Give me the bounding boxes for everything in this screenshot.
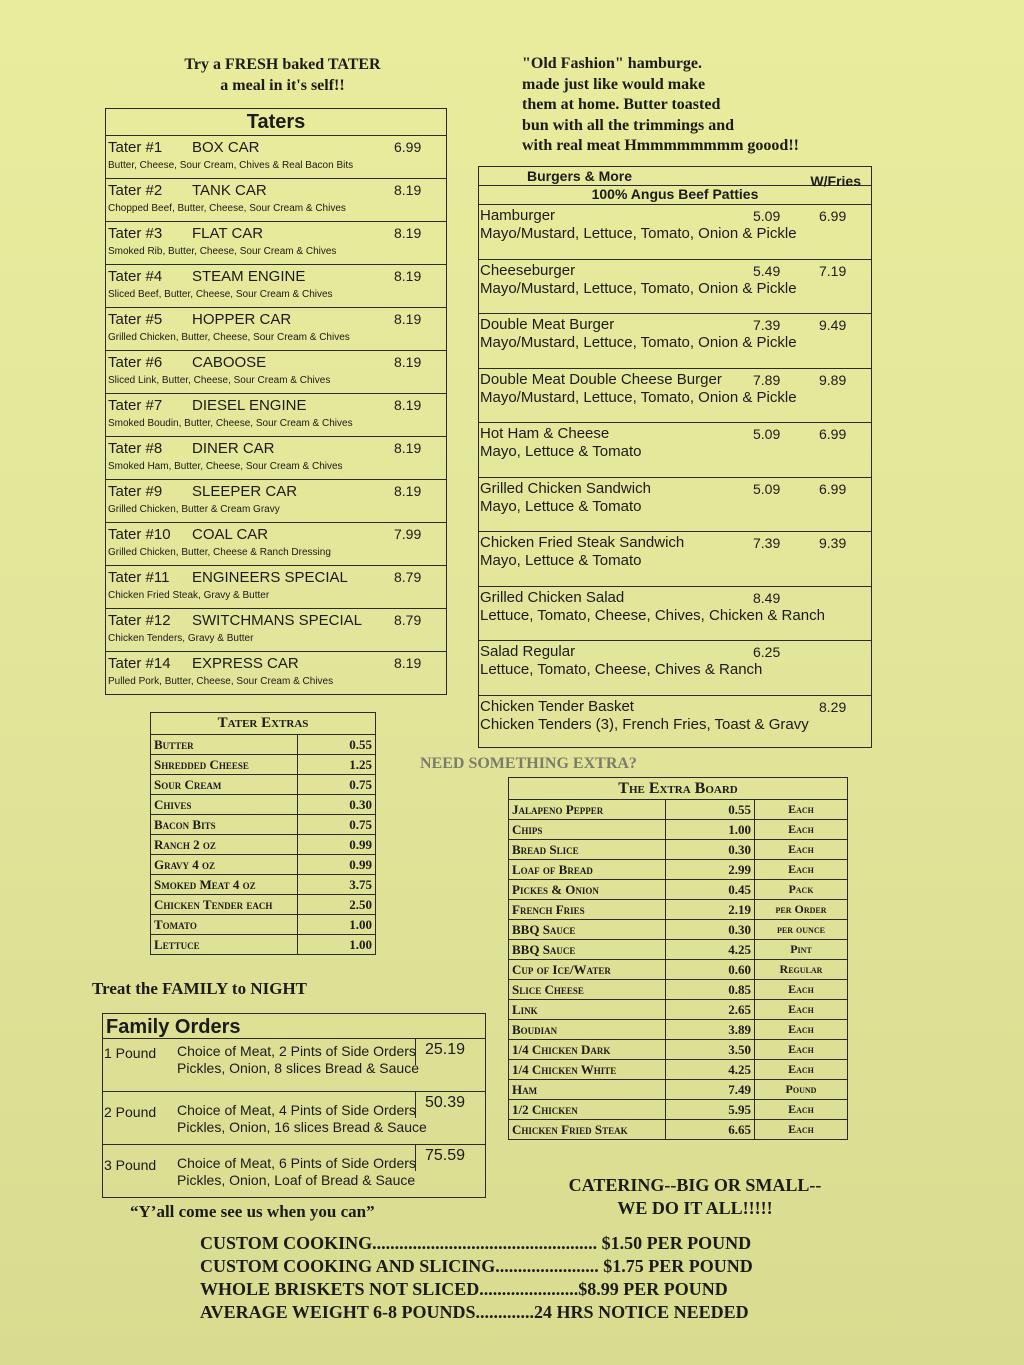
extra-board-name: BBQ Sauce (509, 940, 666, 960)
extra-board-row (509, 960, 847, 980)
extra-board-unit: Each (755, 1120, 848, 1140)
extra-board-unit: Each (755, 980, 848, 1000)
burger-fries-price: 9.89 (819, 371, 847, 388)
tater-extras (150, 712, 376, 955)
tater-item (106, 609, 446, 652)
family-order-price: 75.59 (425, 1147, 466, 1164)
extra-board-unit: Pack (755, 880, 848, 900)
tater-number: Tater #11 (108, 569, 170, 586)
extra-board-unit: Each (755, 860, 848, 880)
extra-board-row (509, 800, 847, 820)
burger-intro-line: made just like would make (522, 75, 706, 93)
extra-board-unit: Each (755, 840, 848, 860)
tater-extra-price: 3.75 (298, 875, 376, 895)
tater-item (106, 265, 446, 308)
extra-board-unit: per ounce (755, 920, 848, 940)
tater-description: Chicken Fried Steak, Gravy & Butter (108, 590, 270, 601)
taters-list (106, 136, 446, 694)
family-orders-list (103, 1038, 485, 1197)
tater-price: 8.19 (394, 397, 422, 413)
tater-name: CABOOSE (192, 354, 267, 371)
extra-board-name: Link (509, 1000, 666, 1020)
tater-extra-row (151, 795, 375, 815)
tater-extra-row (151, 755, 375, 775)
burger-price: 5.49 (753, 262, 781, 279)
custom-cooking-line: CUSTOM COOKING AND SLICING....................... $1.75 PER POUND (200, 1256, 753, 1276)
burger-item (479, 369, 871, 424)
extra-board-unit: Each (755, 820, 848, 840)
tater-name: ENGINEERS SPECIAL (192, 569, 348, 586)
burger-price: 7.89 (753, 371, 781, 388)
tater-description: Grilled Chicken, Butter, Cheese & Ranch Dressing (108, 547, 331, 558)
burger-name: Hamburger (480, 207, 556, 224)
extra-board-price: 3.50 (666, 1040, 755, 1060)
tater-number: Tater #9 (108, 483, 163, 500)
tater-name: COAL CAR (192, 526, 269, 543)
burger-intro-line: "Old Fashion" hamburge. (522, 55, 703, 72)
burger-description: Chicken Tenders (3), French Fries, Toast & Gravy (480, 715, 809, 733)
extra-board-row (509, 1020, 847, 1040)
tater-number: Tater #2 (108, 182, 163, 199)
burger-name: Grilled Chicken Salad (480, 588, 625, 606)
burger-name: Chicken Fried Steak Sandwich (480, 534, 685, 551)
tater-description: Chicken Tenders, Gravy & Butter (108, 633, 254, 644)
family-order-divider (415, 1039, 416, 1065)
tater-price: 8.19 (394, 268, 422, 284)
tater-extra-name: Butter (151, 735, 298, 755)
tater-item (106, 394, 446, 437)
extra-board-row (509, 940, 847, 960)
extra-board-name: French Fries (509, 900, 666, 920)
burger-price: 5.09 (753, 480, 781, 497)
burger-description: Mayo/Mustard, Lettuce, Tomato, Onion & Pickle (480, 388, 797, 406)
tater-extra-price: 0.30 (298, 795, 376, 815)
tater-price: 8.19 (394, 655, 422, 671)
extra-board-price: 2.19 (666, 900, 755, 920)
tater-extra-name: Shredded Cheese (151, 755, 298, 775)
burgers-list (479, 205, 871, 749)
tater-name: DINER CAR (192, 440, 275, 457)
burger-item (479, 205, 871, 260)
burgers-title: Burgers & More (527, 168, 633, 184)
extra-board-row (509, 1060, 847, 1080)
tater-number: Tater #10 (108, 526, 171, 543)
burger-description: Mayo, Lettuce & Tomato (480, 443, 642, 460)
tater-price: 8.79 (394, 569, 422, 585)
custom-cooking (200, 1232, 753, 1324)
taters-menu (105, 108, 447, 695)
tater-name: SWITCHMANS SPECIAL (192, 612, 363, 629)
extra-board-price: 6.65 (666, 1120, 755, 1140)
burger-item (479, 696, 871, 750)
burger-name: Hot Ham & Cheese (480, 425, 610, 442)
tater-extra-price: 2.50 (298, 895, 376, 915)
family-order-size: 1 Pound (104, 1045, 157, 1061)
burger-fries-price: 6.99 (819, 426, 847, 442)
extra-board-row (509, 1000, 847, 1020)
family-order-line: Pickles, Onion, 8 slices Bread & Sauce (177, 1060, 420, 1076)
tater-extra-name: Gravy 4 oz (151, 855, 298, 875)
extra-board (508, 777, 848, 1140)
family-order-line: Choice of Meat, 2 Pints of Side Orders (177, 1043, 416, 1059)
burger-fries-price: 6.99 (819, 208, 847, 224)
extra-board-name: BBQ Sauce (509, 920, 666, 940)
fries-header: W/Fries (810, 173, 861, 189)
tater-extra-name: Chicken Tender each (151, 895, 298, 915)
burger-fries-price: 8.29 (819, 698, 847, 715)
family-orders (102, 1013, 486, 1198)
tater-description: Smoked Ham, Butter, Cheese, Sour Cream & Chives (108, 461, 343, 472)
extra-board-unit: per Order (755, 900, 848, 920)
tater-description: Sliced Beef, Butter, Cheese, Sour Cream & Chives (108, 289, 333, 300)
tater-extra-name: Chives (151, 795, 298, 815)
tater-extra-row (151, 915, 375, 935)
extra-board-name: Pickes & Onion (509, 880, 666, 900)
tater-price: 8.79 (394, 612, 422, 628)
extra-board-price: 2.65 (666, 1000, 755, 1020)
burgers-header (479, 167, 871, 189)
burger-name: Grilled Chicken Sandwich (480, 479, 651, 497)
extra-board-row (509, 840, 847, 860)
extra-board-row (509, 820, 847, 840)
extra-board-unit: Regular (755, 960, 848, 980)
burger-description: Lettuce, Tomato, Cheese, Chives, Chicken & Ranch (480, 606, 825, 624)
taters-title: Taters (106, 109, 446, 136)
catering-line: CATERING--BIG OR SMALL-- (568, 1175, 822, 1195)
burger-fries-price: 9.39 (819, 535, 847, 551)
tater-item (106, 136, 446, 179)
tater-number: Tater #14 (108, 655, 171, 672)
extra-board-name: Boudian (509, 1020, 666, 1040)
tater-extra-name: Sour Cream (151, 775, 298, 795)
burger-name: Cheeseburger (480, 261, 576, 279)
family-order-size: 2 Pound (104, 1104, 157, 1120)
burger-price: 7.39 (753, 535, 781, 551)
family-order-item (103, 1091, 485, 1144)
tater-extras-title: Tater Extras (151, 713, 375, 735)
tater-name: BOX CAR (192, 139, 260, 156)
extra-board-name: Ham (509, 1080, 666, 1100)
extra-board-price: 0.55 (666, 800, 755, 820)
tater-price: 8.19 (394, 354, 422, 370)
tater-item (106, 222, 446, 265)
extra-board-price: 0.85 (666, 980, 755, 1000)
extra-board-name: Chicken Fried Steak (509, 1120, 666, 1140)
burger-price: 8.49 (753, 589, 781, 606)
extra-board-row (509, 1080, 847, 1100)
tater-number: Tater #5 (108, 311, 163, 328)
family-order-line: Choice of Meat, 4 Pints of Side Orders (177, 1102, 416, 1118)
extra-board-price: 1.00 (666, 820, 755, 840)
tater-item (106, 351, 446, 394)
catering (520, 1174, 870, 1220)
tater-description: Sliced Link, Butter, Cheese, Sour Cream & Chives (108, 375, 331, 386)
extra-board-table (509, 800, 847, 1139)
tater-extra-price: 1.00 (298, 935, 376, 955)
tater-extra-name: Lettuce (151, 935, 298, 955)
yall-come-tagline: “Y’all come see us when you can” (130, 1202, 375, 1221)
burger-item (479, 423, 871, 478)
burger-item (479, 260, 871, 315)
burger-price: 5.09 (753, 208, 781, 224)
extra-board-price: 5.95 (666, 1100, 755, 1120)
custom-cooking-line: WHOLE BRISKETS NOT SLICED......................$8.99 PER POUND (200, 1279, 728, 1299)
extra-board-price: 3.89 (666, 1020, 755, 1040)
tater-description: Pulled Pork, Butter, Cheese, Sour Cream & Chives (108, 676, 334, 687)
tater-item (106, 652, 446, 694)
extra-board-name: Chips (509, 820, 666, 840)
extra-board-price: 0.30 (666, 920, 755, 940)
extra-board-name: Jalapeno Pepper (509, 800, 666, 820)
tater-intro (150, 54, 415, 96)
tater-name: STEAM ENGINE (192, 268, 306, 285)
tater-number: Tater #6 (108, 354, 163, 371)
family-order-line: Pickles, Onion, Loaf of Bread & Sauce (177, 1172, 416, 1188)
burger-name: Chicken Tender Basket (480, 697, 634, 715)
tater-name: HOPPER CAR (192, 311, 292, 328)
burger-name: Double Meat Burger (480, 316, 615, 333)
extra-board-price: 4.25 (666, 940, 755, 960)
tater-name: EXPRESS CAR (192, 655, 299, 672)
burger-item (479, 532, 871, 587)
burger-description: Mayo/Mustard, Lettuce, Tomato, Onion & Pickle (480, 334, 797, 351)
tater-number: Tater #7 (108, 397, 163, 414)
tater-description: Grilled Chicken, Butter, Cheese, Sour Cream & Chives (108, 332, 350, 343)
tater-extra-price: 1.00 (298, 915, 376, 935)
tater-item (106, 308, 446, 351)
tater-name: TANK CAR (192, 182, 267, 199)
extra-board-unit: Each (755, 1060, 848, 1080)
extra-board-name: 1/4 Chicken Dark (509, 1040, 666, 1060)
burger-fries-price: 6.99 (819, 480, 847, 497)
tater-item (106, 566, 446, 609)
tater-extra-row (151, 815, 375, 835)
family-order-price: 50.39 (425, 1094, 466, 1111)
family-order-item (103, 1038, 485, 1091)
extra-board-price: 0.60 (666, 960, 755, 980)
tater-price: 8.19 (394, 311, 422, 327)
tater-price: 8.19 (394, 182, 422, 198)
family-order-line: Choice of Meat, 6 Pints of Side Orders (177, 1155, 416, 1171)
tater-intro-line: a meal in it's self!! (220, 77, 345, 94)
extra-board-name: Slice Cheese (509, 980, 666, 1000)
tater-item (106, 480, 446, 523)
extra-board-name: Cup of Ice/Water (509, 960, 666, 980)
extra-board-name: Loaf of Bread (509, 860, 666, 880)
family-heading: Treat the FAMILY to NIGHT (92, 979, 308, 998)
tater-price: 7.99 (394, 526, 422, 542)
family-order-size: 3 Pound (104, 1157, 157, 1173)
extra-board-row (509, 900, 847, 920)
burger-item (479, 641, 871, 696)
tater-extra-row (151, 775, 375, 795)
tater-name: SLEEPER CAR (192, 483, 298, 500)
tater-description: Grilled Chicken, Butter & Cream Gravy (108, 504, 280, 515)
family-orders-title: Family Orders (106, 1016, 241, 1038)
burger-description: Mayo, Lettuce & Tomato (480, 497, 642, 515)
family-order-divider (415, 1145, 416, 1171)
tater-extra-name: Bacon Bits (151, 815, 298, 835)
extra-board-unit: Each (755, 1100, 848, 1120)
extra-board-unit: Pint (755, 940, 848, 960)
burger-fries-price: 9.49 (819, 317, 847, 333)
tater-number: Tater #4 (108, 268, 163, 285)
burger-item (479, 587, 871, 642)
burger-fries-price: 7.19 (819, 262, 847, 279)
tater-extra-row (151, 875, 375, 895)
extra-board-title: The Extra Board (509, 778, 847, 800)
tater-name: DIESEL ENGINE (192, 397, 307, 414)
family-order-divider (415, 1092, 416, 1118)
tater-extra-price: 1.25 (298, 755, 376, 775)
tater-intro-line: Try a FRESH baked TATER (184, 56, 381, 73)
burger-item (479, 314, 871, 369)
catering-line: WE DO IT ALL!!!!! (617, 1198, 773, 1218)
extra-board-price: 0.30 (666, 840, 755, 860)
extra-board-name: 1/2 Chicken (509, 1100, 666, 1120)
extra-board-unit: Each (755, 1040, 848, 1060)
extra-board-price: 7.49 (666, 1080, 755, 1100)
extra-board-price: 4.25 (666, 1060, 755, 1080)
extra-board-row (509, 1120, 847, 1140)
tater-extra-row (151, 895, 375, 915)
tater-item (106, 179, 446, 222)
burger-intro-line: them at home. Butter toasted (522, 96, 721, 113)
burger-price: 7.39 (753, 317, 781, 333)
tater-description: Butter, Cheese, Sour Cream, Chives & Real Bacon Bits (108, 160, 354, 171)
tater-extra-price: 0.75 (298, 775, 376, 795)
tater-extra-price: 0.99 (298, 855, 376, 875)
extra-board-unit: Each (755, 800, 848, 820)
burger-description: Lettuce, Tomato, Cheese, Chives & Ranch (480, 661, 763, 678)
extra-board-name: 1/4 Chicken White (509, 1060, 666, 1080)
custom-cooking-line: AVERAGE WEIGHT 6-8 POUNDS.............24 HRS NOTICE NEEDED (200, 1302, 749, 1322)
burger-price: 6.25 (753, 644, 781, 660)
burger-name: Salad Regular (480, 643, 576, 660)
tater-number: Tater #12 (108, 612, 171, 629)
tater-extra-name: Tomato (151, 915, 298, 935)
burger-name: Double Meat Double Cheese Burger (480, 370, 722, 388)
custom-cooking-line: CUSTOM COOKING.................................................. $1.50 PER POUND (200, 1233, 752, 1253)
extra-board-unit: Each (755, 1020, 848, 1040)
extra-board-name: Bread Slice (509, 840, 666, 860)
tater-extra-price: 0.75 (298, 815, 376, 835)
burger-intro (522, 54, 852, 157)
tater-number: Tater #3 (108, 225, 163, 242)
burger-intro-line: with real meat Hmmmmmmmm goood!! (522, 137, 799, 154)
extra-board-unit: Pound (755, 1080, 848, 1100)
extra-board-price: 0.45 (666, 880, 755, 900)
tater-name: FLAT CAR (192, 225, 264, 242)
tater-extra-row (151, 835, 375, 855)
burger-description: Mayo/Mustard, Lettuce, Tomato, Onion & Pickle (480, 279, 797, 297)
tater-extra-price: 0.55 (298, 735, 376, 755)
tater-description: Smoked Boudin, Butter, Cheese, Sour Cream & Chives (108, 418, 353, 429)
tater-extra-name: Ranch 2 oz (151, 835, 298, 855)
tater-extra-price: 0.99 (298, 835, 376, 855)
burger-item (479, 478, 871, 533)
tater-extra-row (151, 935, 375, 955)
burger-description: Mayo/Mustard, Lettuce, Tomato, Onion & Pickle (480, 225, 797, 242)
tater-price: 8.19 (394, 483, 422, 499)
extra-board-price: 2.99 (666, 860, 755, 880)
tater-extra-row (151, 735, 375, 755)
tater-number: Tater #1 (108, 139, 163, 156)
tater-price: 8.19 (394, 225, 422, 241)
extra-board-row (509, 880, 847, 900)
tater-description: Chopped Beef, Butter, Cheese, Sour Cream & Chives (108, 203, 346, 214)
family-order-item (103, 1144, 485, 1197)
extra-board-row (509, 920, 847, 940)
tater-item (106, 523, 446, 566)
tater-price: 8.19 (394, 440, 422, 456)
family-order-price: 25.19 (425, 1041, 466, 1058)
tater-extras-table (151, 735, 375, 954)
extra-board-unit: Each (755, 1000, 848, 1020)
burgers-menu (478, 166, 872, 748)
tater-item (106, 437, 446, 480)
extra-board-row (509, 980, 847, 1000)
tater-description: Smoked Rib, Butter, Cheese, Sour Cream & Chives (108, 246, 337, 257)
burger-intro-line: bun with all the trimmings and (522, 116, 735, 134)
burger-price: 5.09 (753, 426, 781, 442)
need-extra-heading: NEED SOMETHING EXTRA? (420, 755, 637, 772)
burgers-subtitle: 100% Angus Beef Patties (479, 186, 871, 205)
extra-board-row (509, 1100, 847, 1120)
tater-number: Tater #8 (108, 440, 163, 457)
tater-price: 6.99 (394, 139, 422, 155)
family-order-line: Pickles, Onion, 16 slices Bread & Sauce (177, 1119, 427, 1135)
burger-description: Mayo, Lettuce & Tomato (480, 552, 642, 569)
extra-board-row (509, 860, 847, 880)
tater-extra-row (151, 855, 375, 875)
tater-extra-name: Smoked Meat 4 oz (151, 875, 298, 895)
extra-board-row (509, 1040, 847, 1060)
